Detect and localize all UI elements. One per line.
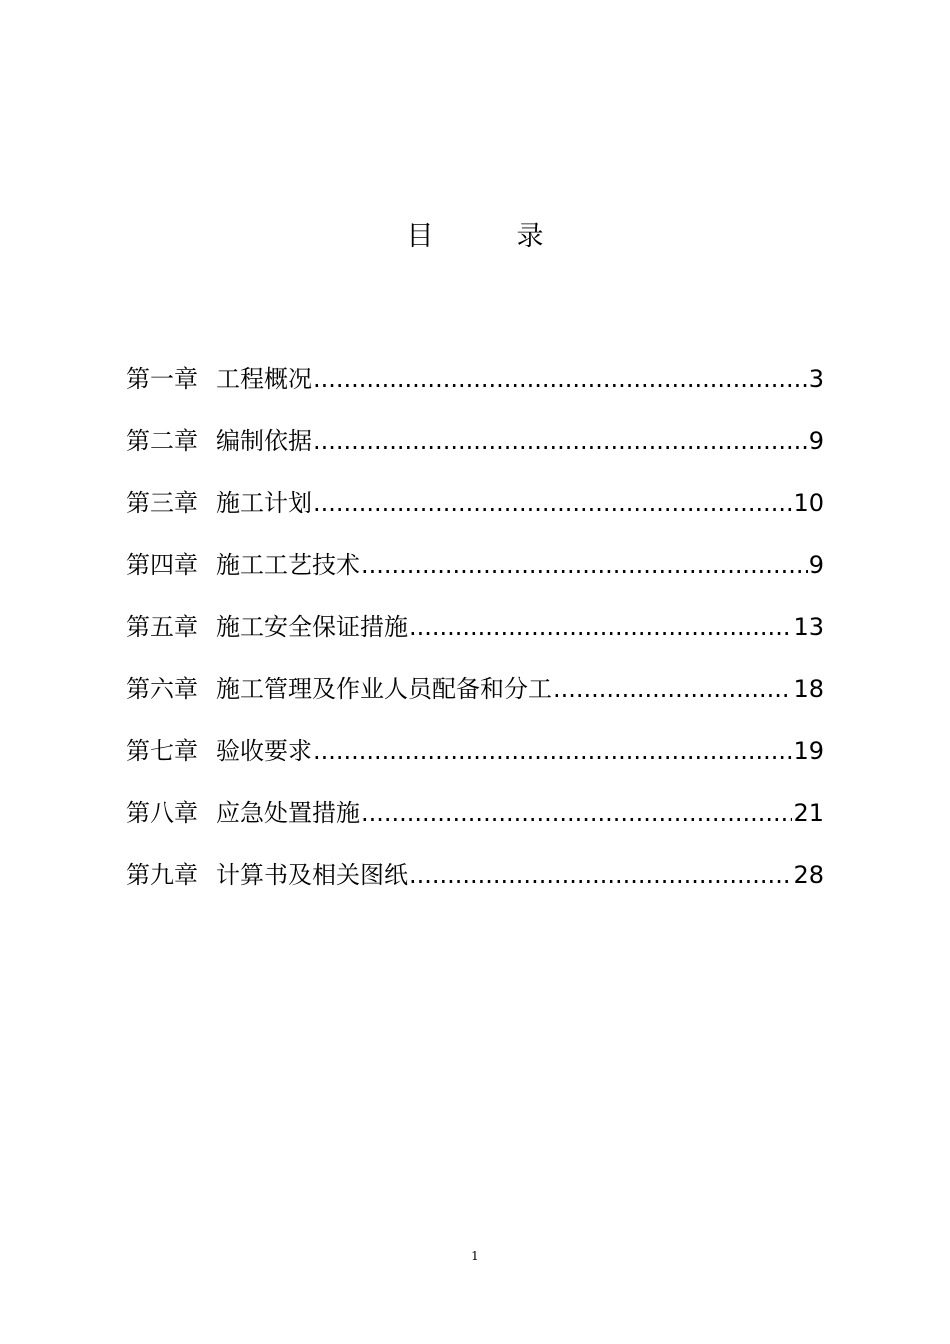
- toc-chapter-title: 验收要求: [216, 737, 312, 765]
- toc-chapter-number: 第八章: [126, 799, 198, 827]
- toc-chapter-title: 编制依据: [216, 427, 312, 455]
- toc-page-number: 3: [808, 365, 824, 393]
- toc-chapter-number: 第九章: [126, 861, 198, 889]
- toc-dot-leader: [313, 422, 808, 460]
- toc-dot-leader: [361, 546, 808, 584]
- toc-chapter-number: 第七章: [126, 737, 198, 765]
- toc-dot-leader: [361, 794, 792, 832]
- toc-page-number: 18: [793, 675, 824, 703]
- toc-chapter-number: 第四章: [126, 551, 198, 579]
- toc-chapter-title: 施工计划: [216, 489, 312, 517]
- table-of-contents: [126, 360, 824, 918]
- toc-dot-leader: [313, 732, 792, 770]
- toc-chapter-number: 第五章: [126, 613, 198, 641]
- toc-entry-chapter-4[interactable]: [126, 546, 824, 608]
- toc-page-number: 19: [793, 737, 824, 765]
- toc-entry-chapter-9[interactable]: [126, 856, 824, 918]
- toc-entry-chapter-6[interactable]: [126, 670, 824, 732]
- toc-page-number: 10: [793, 489, 824, 517]
- toc-chapter-number: 第一章: [126, 365, 198, 393]
- toc-chapter-number: 第六章: [126, 675, 198, 703]
- toc-chapter-title: 施工安全保证措施: [216, 613, 408, 641]
- toc-dot-leader: [409, 856, 792, 894]
- toc-entry-chapter-7[interactable]: [126, 732, 824, 794]
- toc-entry-chapter-8[interactable]: [126, 794, 824, 856]
- toc-entry-chapter-5[interactable]: [126, 608, 824, 670]
- toc-chapter-title: 应急处置措施: [216, 799, 360, 827]
- toc-page-number: 28: [793, 861, 824, 889]
- page-footer-number: 1: [471, 1249, 479, 1263]
- toc-chapter-number: 第二章: [126, 427, 198, 455]
- toc-page-number: 9: [808, 551, 824, 579]
- toc-chapter-title: 施工管理及作业人员配备和分工: [216, 675, 552, 703]
- toc-dot-leader: [313, 484, 792, 522]
- toc-entry-chapter-1[interactable]: [126, 360, 824, 422]
- toc-dot-leader: [313, 360, 808, 398]
- toc-entry-chapter-2[interactable]: [126, 422, 824, 484]
- toc-page-number: 21: [793, 799, 824, 827]
- toc-dot-leader: [409, 608, 792, 646]
- toc-entry-chapter-3[interactable]: [126, 484, 824, 546]
- toc-chapter-title: 施工工艺技术: [216, 551, 360, 579]
- toc-chapter-title: 工程概况: [216, 365, 312, 393]
- toc-page-number: 13: [793, 613, 824, 641]
- toc-chapter-title: 计算书及相关图纸: [216, 861, 408, 889]
- toc-chapter-number: 第三章: [126, 489, 198, 517]
- toc-dot-leader: [553, 670, 792, 708]
- toc-page-number: 9: [808, 427, 824, 455]
- page-title: 目 录: [406, 221, 572, 252]
